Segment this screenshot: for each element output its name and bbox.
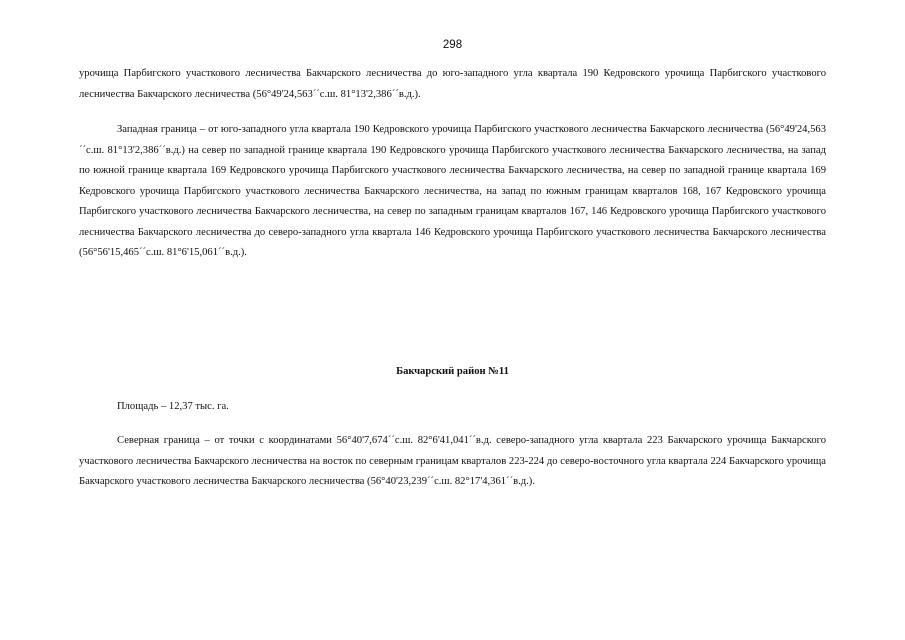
page-number: 298: [442, 39, 463, 51]
section-heading: Бакчарский район №11: [396, 366, 509, 377]
paragraph-western-border: Западная граница – от юго-западного угла квартала 190 Кедровского урочища Парбигского участкового лесничества Бакчарского лесничества (56°49'24,563´´с.ш. 81°13'2,386´´в.д.) на север по западной границе квартала 190 Кедровского урочища Парбигского участкового лесничества Бакчарского лесничества, на запад по южной границе квартала 169 Кедровского урочища Парбигского участкового лесничества Бакчарского лесничества, на север по западной границе квартала 169 Кедровского урочища Парбигского участкового лесничества Бакчарского лесничества, на запад по южным границам кварталов 168, 167 Кедровского урочища Парбигского участкового лесничества Бакчарского лесничества, на север по западным границам кварталов 167, 146 Кедровского урочища Парбигского участкового лесничества Бакчарского лесничества до северо-западного угла квартала 146 Кедровского урочища Парбигского участкового лесничества Бакчарского лесничества (56°56'15,465´´с.ш. 81°6'15,061´´в.д.).: [79, 124, 826, 258]
paragraph-northern-border: Северная граница – от точки с координатами 56°40'7,674´´с.ш. 82°6'41,041´´в.д. северо-западного угла квартала 223 Бакчарского урочища Бакчарского участкового лесничества Бакчарского лесничества на восток по северным границам кварталов 223-224 до северо-восточного угла квартала 224 Бакчарского урочища Бакчарского участкового лесничества Бакчарского лесничества (56°40'23,239´´с.ш. 82°17'4,361´´в.д.).: [79, 435, 826, 487]
area-line: Площадь – 12,37 тыс. га.: [117, 401, 229, 412]
paragraph-continuation: урочища Парбигского участкового лесничества Бакчарского лесничества до юго-западного угла квартала 190 Кедровского урочища Парбигского участкового лесничества Бакчарского лесничества (56°49'24,563´´с.ш. 81°13'2,386´´в.д.).: [79, 68, 826, 100]
